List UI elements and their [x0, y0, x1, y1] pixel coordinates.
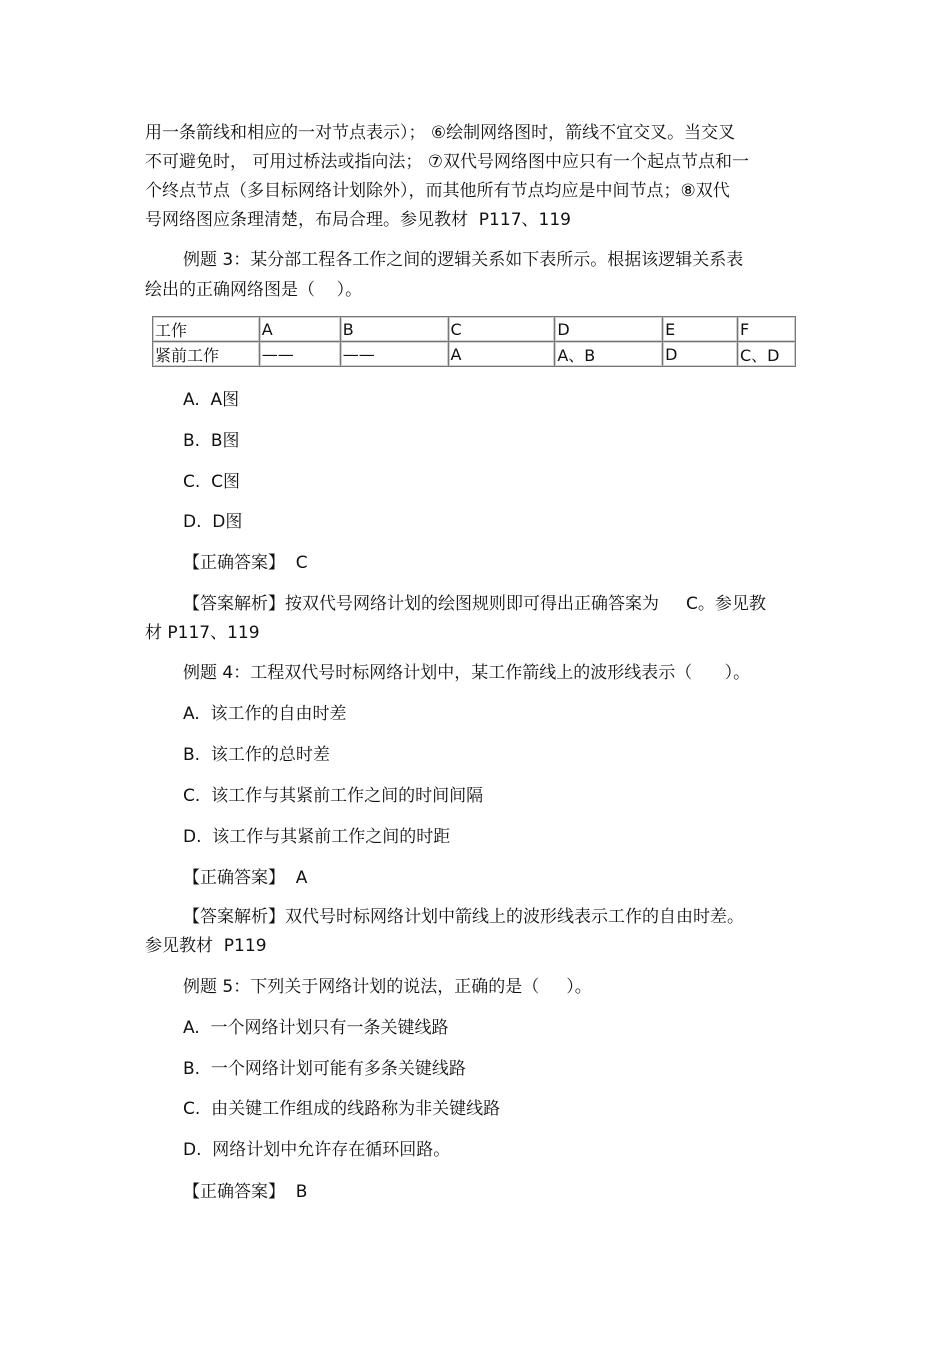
table-cell: B: [340, 317, 448, 342]
q4-analysis-line-1: 【答案解析】双代号时标网络计划中箭线上的波形线表示工作的自由时差。: [183, 907, 744, 927]
q3-option-c: C. C图: [183, 472, 240, 492]
q3-analysis-line-1: 【答案解析】按双代号网络计划的绘图规则即可得出正确答案为 C。参见教: [183, 594, 766, 614]
table-cell: F: [738, 317, 796, 342]
table-cell: A: [259, 317, 340, 342]
table-cell: A、B: [555, 342, 663, 367]
intro-line-3: 个终点节点（多目标网络计划除外），而其他所有节点均应是中间节点；⑧双代: [145, 181, 730, 201]
q3-option-d: D. D图: [183, 512, 243, 532]
table-cell: ——: [340, 342, 448, 367]
intro-line-1: 用一条箭线和相应的一对节点表示）； ⑥绘制网络图时，箭线不宜交叉。当交叉: [145, 123, 736, 143]
q3-option-a: A. A图: [183, 390, 240, 410]
intro-line-4: 号网络图应条理清楚，布局合理。参见教材 P117、119: [145, 210, 571, 230]
table-row-predecessor: [153, 342, 796, 367]
q4-option-a: A. 该工作的自由时差: [183, 704, 347, 724]
q4-analysis-line-2: 参见教材 P119: [145, 936, 267, 956]
q3-option-b: B. B图: [183, 431, 240, 451]
q3-stem-line-1: 例题 3：某分部工程各工作之间的逻辑关系如下表所示。根据该逻辑关系表: [183, 250, 744, 270]
table-cell: D: [663, 342, 738, 367]
table-cell: 紧前工作: [153, 342, 260, 367]
q3-answer: 【正确答案】 C: [183, 553, 308, 573]
q3-stem-line-2: 绘出的正确网络图是（ ）。: [145, 280, 363, 300]
table-cell: E: [663, 317, 738, 342]
table-cell: C、D: [738, 342, 796, 367]
q5-answer: 【正确答案】 B: [183, 1182, 308, 1202]
intro-line-2: 不可避免时， 可用过桥法或指向法； ⑦双代号网络图中应只有一个起点节点和一: [145, 152, 750, 172]
table-cell: 工作: [153, 317, 260, 342]
q5-option-b: B. 一个网络计划可能有多条关键线路: [183, 1059, 466, 1079]
table-row-work: [153, 317, 796, 342]
q5-option-d: D. 网络计划中允许存在循环回路。: [183, 1140, 451, 1160]
table-cell: A: [448, 342, 555, 367]
q5-option-c: C. 由关键工作组成的线路称为非关键线路: [183, 1099, 501, 1119]
q5-option-a: A. 一个网络计划只有一条关键线路: [183, 1018, 449, 1038]
table-cell: C: [448, 317, 555, 342]
q4-stem: 例题 4：工程双代号时标网络计划中，某工作箭线上的波形线表示（ ）。: [183, 663, 751, 683]
q4-answer: 【正确答案】 A: [183, 868, 308, 888]
table-cell: D: [555, 317, 663, 342]
q4-option-d: D. 该工作与其紧前工作之间的时距: [183, 827, 451, 847]
q4-option-b: B. 该工作的总时差: [183, 745, 330, 765]
q3-analysis-line-2: 材 P117、119: [145, 623, 260, 643]
q4-option-c: C. 该工作与其紧前工作之间的时间间隔: [183, 786, 484, 806]
logic-relation-table: [152, 316, 796, 367]
q5-stem: 例题 5：下列关于网络计划的说法，正确的是（ ）。: [183, 977, 592, 997]
table-cell: ——: [259, 342, 340, 367]
